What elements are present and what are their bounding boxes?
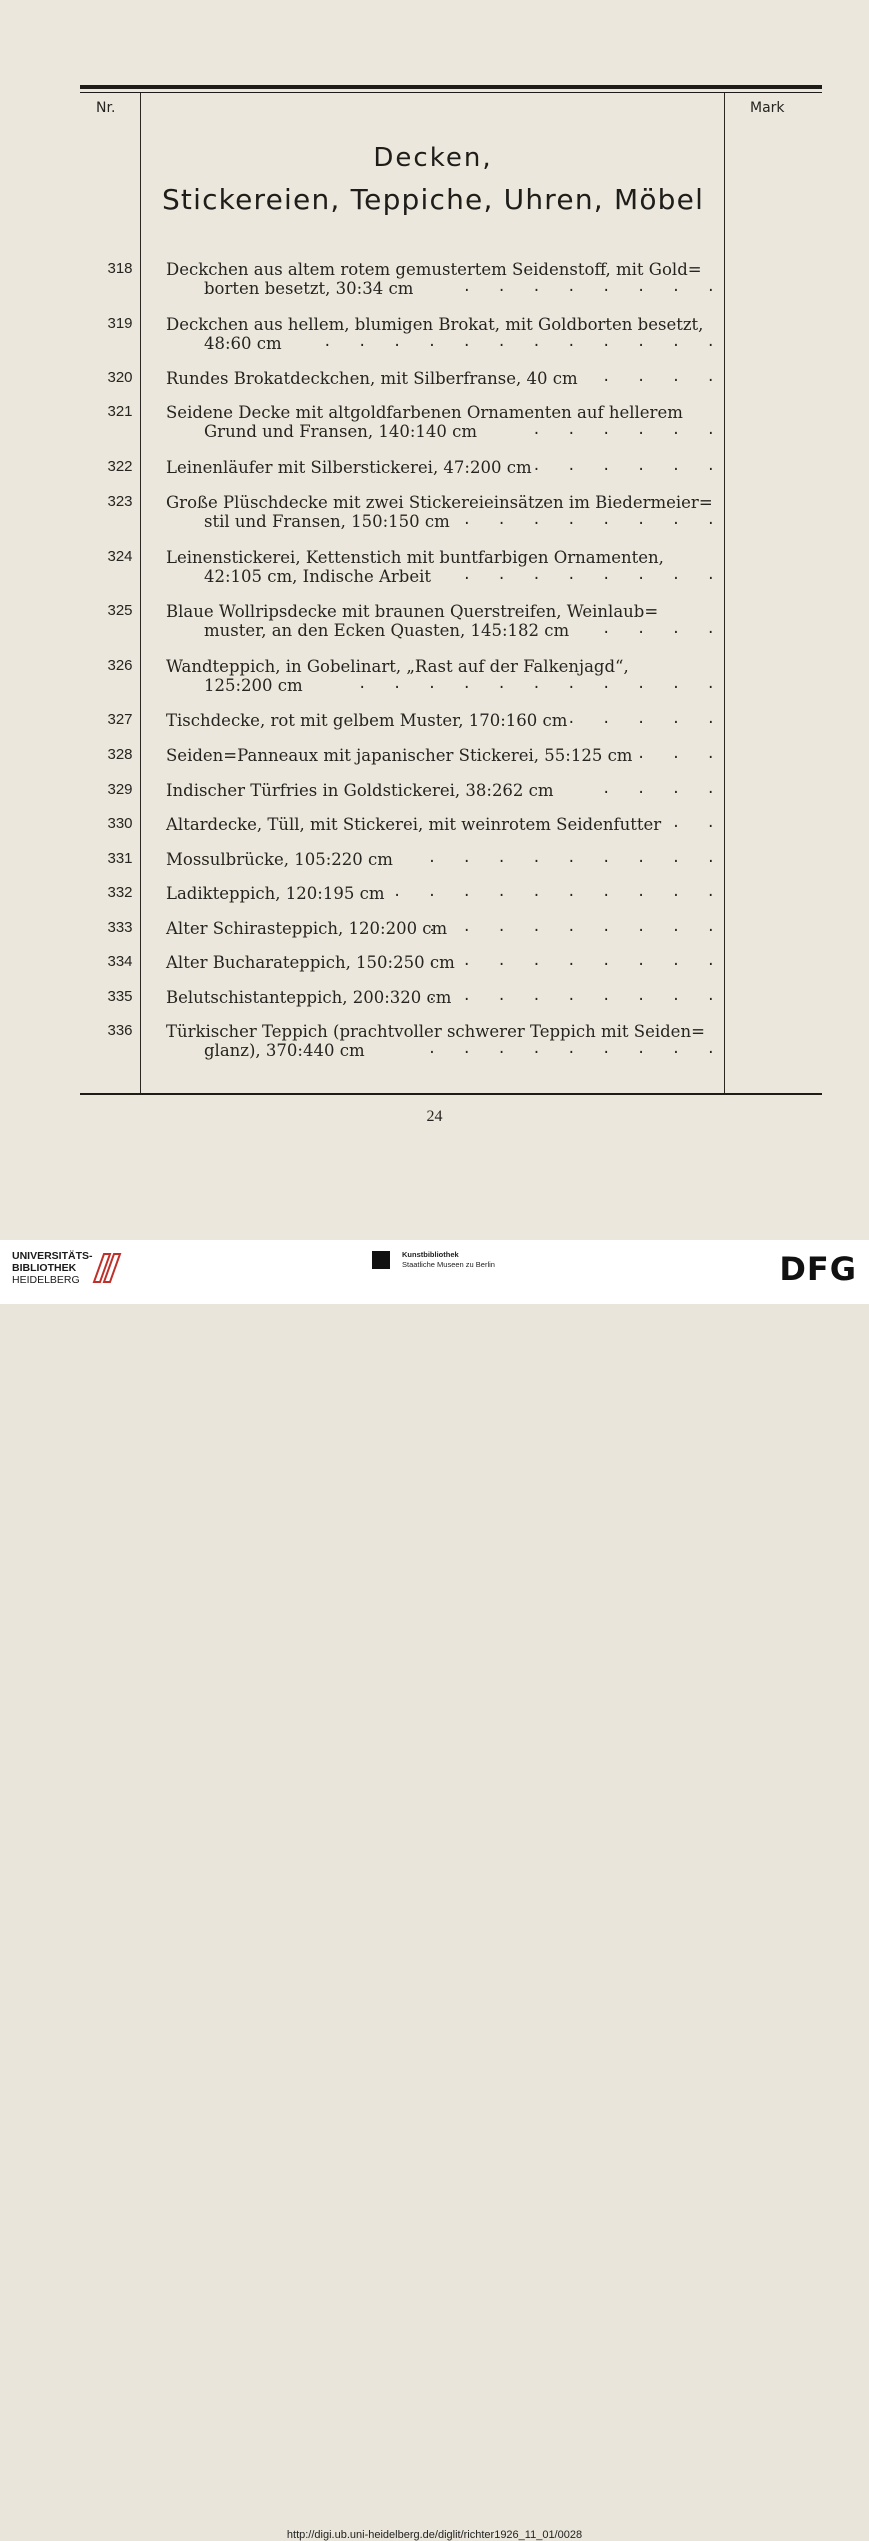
entry-text-continued: Grund und Fransen, 140:140 cm xyxy=(204,422,478,441)
permalink-url[interactable]: http://digi.ub.uni-heidelberg.de/diglit/richter1926_11_01/0028 xyxy=(286,2529,583,2541)
leader-dots: . . . . . . . . . . . . xyxy=(323,334,724,350)
top-rule xyxy=(80,85,822,89)
mark-column-header: Mark xyxy=(750,100,785,116)
leader-dots: . . . . . . . . . xyxy=(427,1041,724,1057)
entry-text: Alter Bucharateppich, 150:250 cm xyxy=(166,953,455,972)
entry-number: 330 xyxy=(107,815,133,832)
entry-number: 326 xyxy=(107,657,133,674)
kunstbibliothek-logo-icon xyxy=(372,1251,390,1269)
entry-text: Türkischer Teppich (prachtvoller schwerer Teppich mit Seiden= xyxy=(166,1022,705,1041)
leader-dots: . . . . . xyxy=(567,711,724,727)
leader-dots: . . . . . . . . . xyxy=(427,850,724,866)
entry-number: 325 xyxy=(107,602,133,619)
leader-dots: . . . . . . . . . . . xyxy=(357,676,724,692)
entry-number: 323 xyxy=(107,493,133,510)
entry-text: Leinenstickerei, Kettenstich mit buntfarbigen Ornamenten, xyxy=(166,548,664,567)
entry-text: Seidene Decke mit altgoldfarbenen Ornamenten auf hellerem xyxy=(166,403,683,422)
nr-column-header: Nr. xyxy=(96,100,116,116)
page-number: 24 xyxy=(426,1108,443,1125)
leader-dots: . . . . . . . . xyxy=(462,512,724,528)
entry-text: Seiden=Panneaux mit japanischer Stickerei, 55:125 cm xyxy=(166,746,633,765)
catalog-page xyxy=(0,0,869,1240)
entry-number: 327 xyxy=(107,711,133,728)
leader-dots: . . . xyxy=(636,746,724,762)
ub-heidelberg-emblem-icon xyxy=(90,1248,124,1286)
entry-number: 324 xyxy=(107,548,133,565)
kunstbibliothek-logo-text[interactable] xyxy=(402,1250,495,1270)
entry-text: Rundes Brokatdeckchen, mit Silberfranse, 40 cm xyxy=(166,369,578,388)
entry-number: 331 xyxy=(107,850,133,867)
entry-text: Tischdecke, rot mit gelbem Muster, 170:160 cm xyxy=(166,711,568,730)
dfg-logo[interactable]: DFG xyxy=(779,1250,857,1288)
kb-line2: Staatliche Museen zu Berlin xyxy=(402,1260,495,1269)
leader-dots: . . xyxy=(671,815,724,831)
entry-number: 321 xyxy=(107,403,133,420)
entry-text: Mossulbrücke, 105:220 cm xyxy=(166,850,393,869)
entry-text: Altardecke, Tüll, mit Stickerei, mit weinrotem Seidenfutter xyxy=(166,815,662,834)
entry-text-continued: borten besetzt, 30:34 cm xyxy=(204,279,414,298)
entry-number: 332 xyxy=(107,884,133,901)
entry-number: 320 xyxy=(107,369,133,386)
entry-text: Große Plüschdecke mit zwei Stickereieinsätzen im Biedermeier= xyxy=(166,493,713,512)
leader-dots: . . . . . . . . . xyxy=(427,919,724,935)
entry-text: Leinenläufer mit Silberstickerei, 47:200 cm xyxy=(166,458,532,477)
top-rule-thin xyxy=(80,92,822,93)
ub-line1: UNIVERSITÄTS- xyxy=(12,1250,93,1262)
entry-text: Wandteppich, in Gobelinart, „Rast auf der Falkenjagd“, xyxy=(166,657,629,676)
leader-dots: . . . . . . . . . xyxy=(427,953,724,969)
leader-dots: . . . . . . . . . xyxy=(427,988,724,1004)
entry-text: Deckchen aus altem rotem gemustertem Seidenstoff, mit Gold= xyxy=(166,260,702,279)
entry-text: Blaue Wollripsdecke mit braunen Querstreifen, Weinlaub= xyxy=(166,602,659,621)
ub-line3: HEIDELBERG xyxy=(12,1274,80,1286)
entry-text: Ladikteppich, 120:195 cm xyxy=(166,884,385,903)
leader-dots: . . . . . . . . xyxy=(462,279,724,295)
entry-text-continued: glanz), 370:440 cm xyxy=(204,1041,365,1060)
entry-text-continued: 125:200 cm xyxy=(204,676,303,695)
digitization-footer xyxy=(0,1240,869,2541)
leader-dots: . . . . . . xyxy=(532,422,724,438)
entry-text: Indischer Türfries in Goldstickerei, 38:262 cm xyxy=(166,781,554,800)
entry-number: 318 xyxy=(107,260,133,277)
entry-number: 329 xyxy=(107,781,133,798)
entry-text-continued: 42:105 cm, Indische Arbeit xyxy=(204,567,432,586)
mark-column-divider xyxy=(724,93,725,1093)
ub-line2: BIBLIOTHEK xyxy=(12,1262,77,1274)
entry-text-continued: stil und Fransen, 150:150 cm xyxy=(204,512,450,531)
entry-text: Alter Schirasteppich, 120:200 cm xyxy=(166,919,448,938)
leader-dots: . . . . xyxy=(601,369,724,385)
kb-line1: Kunstbibliothek xyxy=(402,1250,459,1259)
leader-dots: . . . . . . . . . . xyxy=(392,884,724,900)
leader-dots: . . . . xyxy=(601,781,724,797)
entry-number: 335 xyxy=(107,988,133,1005)
entry-text: Belutschistanteppich, 200:320 cm xyxy=(166,988,452,1007)
bottom-rule xyxy=(80,1093,822,1095)
leader-dots: . . . . xyxy=(601,621,724,637)
section-title-line1: Decken, xyxy=(373,143,493,173)
entry-text-continued: 48:60 cm xyxy=(204,334,282,353)
entry-text: Deckchen aus hellem, blumigen Brokat, mit Goldborten besetzt, xyxy=(166,315,704,334)
section-title-line2: Stickereien, Teppiche, Uhren, Möbel xyxy=(161,183,705,216)
entry-number: 328 xyxy=(107,746,133,763)
entry-number: 333 xyxy=(107,919,133,936)
entry-text-continued: muster, an den Ecken Quasten, 145:182 cm xyxy=(204,621,570,640)
entry-number: 319 xyxy=(107,315,133,332)
entry-number: 334 xyxy=(107,953,133,970)
leader-dots: . . . . . . . . xyxy=(462,567,724,583)
entry-number: 336 xyxy=(107,1022,133,1039)
ub-heidelberg-logo-text[interactable] xyxy=(12,1250,93,1286)
entry-number: 322 xyxy=(107,458,133,475)
leader-dots: . . . . . . xyxy=(532,458,724,474)
number-column-divider xyxy=(140,93,141,1093)
